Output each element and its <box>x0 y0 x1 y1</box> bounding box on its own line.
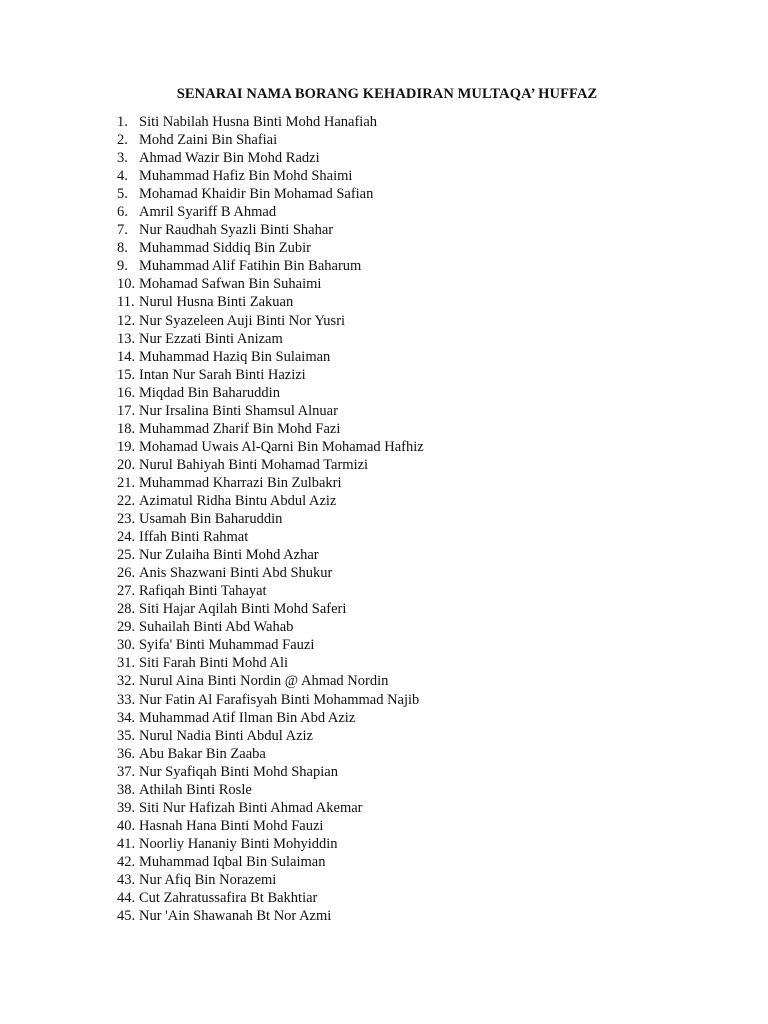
list-item-name: Muhammad Haziq Bin Sulaiman <box>139 348 331 365</box>
list-item <box>117 889 424 907</box>
list-item <box>117 546 424 564</box>
list-item <box>117 835 424 853</box>
list-item-name: Nur Fatin Al Farafisyah Binti Mohammad Najib <box>139 691 420 708</box>
list-item <box>117 691 424 709</box>
list-item-number: 4. <box>117 168 128 185</box>
list-item-number: 44. <box>117 890 136 907</box>
list-item <box>117 781 424 799</box>
list-item-name: Ahmad Wazir Bin Mohd Radzi <box>139 150 320 167</box>
list-item <box>117 618 424 636</box>
list-item <box>117 239 424 257</box>
list-item <box>117 907 424 925</box>
list-item-number: 15. <box>117 366 136 383</box>
list-item-name: Mohamad Safwan Bin Suhaimi <box>139 276 322 293</box>
list-item-number: 45. <box>117 908 136 925</box>
list-item-number: 41. <box>117 835 136 852</box>
list-item-number: 1. <box>117 114 128 130</box>
list-item-number: 17. <box>117 402 136 419</box>
list-item-name: Anis Shazwani Binti Abd Shukur <box>139 565 333 582</box>
list-item <box>117 275 424 293</box>
list-item-name: Syifa' Binti Muhammad Fauzi <box>139 637 315 654</box>
list-item-name: Cut Zahratussafira Bt Bakhtiar <box>139 890 318 907</box>
list-item <box>117 402 424 420</box>
list-item <box>117 221 424 239</box>
list-item-name: Mohamad Khaidir Bin Mohamad Safian <box>139 186 374 203</box>
list-item <box>117 817 424 835</box>
list-item-number: 34. <box>117 709 136 726</box>
list-item <box>117 600 424 618</box>
list-item-name: Usamah Bin Baharuddin <box>139 511 283 528</box>
list-item-number: 43. <box>117 871 136 888</box>
list-item-number: 12. <box>117 312 136 329</box>
list-item-number: 29. <box>117 619 136 636</box>
list-item <box>117 438 424 456</box>
list-item-number: 32. <box>117 673 136 690</box>
list-item-number: 10. <box>117 276 136 293</box>
list-item-number: 11. <box>117 294 135 311</box>
list-item-name: Mohamad Uwais Al-Qarni Bin Mohamad Hafhiz <box>139 438 424 455</box>
list-item <box>117 420 424 438</box>
list-item-name: Muhammad Atif Ilman Bin Abd Aziz <box>139 709 356 726</box>
list-item <box>117 203 424 221</box>
list-item <box>117 636 424 654</box>
list-item-name: Muhammad Kharrazi Bin Zulbakri <box>139 474 342 491</box>
list-item-name: Athilah Binti Rosle <box>139 781 252 798</box>
list-item-number: 33. <box>117 691 136 708</box>
list-item-name: Muhammad Siddiq Bin Zubir <box>139 240 311 257</box>
list-item <box>117 510 424 528</box>
list-item-number: 38. <box>117 781 136 798</box>
list-item-name: Nur 'Ain Shawanah Bt Nor Azmi <box>139 908 332 925</box>
attendee-list <box>117 113 424 925</box>
list-item <box>117 474 424 492</box>
list-item-number: 39. <box>117 799 136 816</box>
list-item-number: 5. <box>117 186 128 203</box>
list-item-number: 3. <box>117 150 128 167</box>
list-item-number: 7. <box>117 222 128 239</box>
list-item-number: 8. <box>117 240 128 257</box>
list-item-name: Iffah Binti Rahmat <box>139 529 249 546</box>
list-item-name: Nurul Aina Binti Nordin @ Ahmad Nordin <box>139 673 389 690</box>
list-item <box>117 709 424 727</box>
list-item-name: Siti Hajar Aqilah Binti Mohd Saferi <box>139 601 347 618</box>
list-item-name: Nur Zulaiha Binti Mohd Azhar <box>139 547 319 564</box>
list-item-name: Nurul Husna Binti Zakuan <box>139 294 294 311</box>
list-item <box>117 582 424 600</box>
list-item <box>117 293 424 311</box>
list-item <box>117 727 424 745</box>
list-item-name: Hasnah Hana Binti Mohd Fauzi <box>139 817 324 834</box>
list-item-number: 14. <box>117 348 136 365</box>
list-item <box>117 745 424 763</box>
list-item <box>117 654 424 672</box>
list-item-number: 28. <box>117 601 136 618</box>
list-item-number: 23. <box>117 511 136 528</box>
list-item-name: Azimatul Ridha Bintu Abdul Aziz <box>139 492 337 509</box>
list-item-name: Noorliy Hananiy Binti Mohyiddin <box>139 835 338 852</box>
list-item <box>117 528 424 546</box>
list-item <box>117 384 424 402</box>
list-item <box>117 366 424 384</box>
list-item-number: 18. <box>117 420 136 437</box>
list-item <box>117 799 424 817</box>
list-item-number: 2. <box>117 132 128 149</box>
list-item-name: Intan Nur Sarah Binti Hazizi <box>139 366 306 383</box>
list-item-number: 37. <box>117 763 136 780</box>
list-item-number: 21. <box>117 474 136 491</box>
list-item <box>117 167 424 185</box>
list-item-number: 16. <box>117 384 136 401</box>
list-item-name: Nurul Bahiyah Binti Mohamad Tarmizi <box>139 456 369 473</box>
list-item <box>117 131 424 149</box>
list-item-number: 42. <box>117 853 136 870</box>
list-item-number: 24. <box>117 529 136 546</box>
list-item-name: Mohd Zaini Bin Shafiai <box>139 132 278 149</box>
list-item-name: Muhammad Iqbal Bin Sulaiman <box>139 853 326 870</box>
list-item-number: 36. <box>117 745 136 762</box>
list-item-number: 25. <box>117 547 136 564</box>
list-item-number: 6. <box>117 204 128 221</box>
list-item-name: Muhammad Hafiz Bin Mohd Shaimi <box>139 168 353 185</box>
list-item-number: 19. <box>117 438 136 455</box>
list-item <box>117 149 424 167</box>
list-item-name: Amril Syariff B Ahmad <box>139 204 277 221</box>
list-item <box>117 257 424 275</box>
list-item-number: 31. <box>117 655 136 672</box>
document-title: SENARAI NAMA BORANG KEHADIRAN MULTAQA’ HUFFAZ <box>176 86 598 102</box>
list-item <box>117 330 424 348</box>
list-item <box>117 492 424 510</box>
list-item <box>117 672 424 690</box>
list-item-name: Nur Syafiqah Binti Mohd Shapian <box>139 763 338 780</box>
list-item <box>117 348 424 366</box>
list-item-name: Muhammad Alif Fatihin Bin Baharum <box>139 258 362 275</box>
list-item-number: 9. <box>117 258 128 275</box>
list-item-number: 40. <box>117 817 136 834</box>
list-item-name: Nur Afiq Bin Norazemi <box>139 871 277 888</box>
list-item <box>117 456 424 474</box>
list-item-name: Muhammad Zharif Bin Mohd Fazi <box>139 420 341 437</box>
list-item-number: 20. <box>117 456 136 473</box>
list-item-name: Siti Farah Binti Mohd Ali <box>139 655 289 672</box>
list-item-number: 30. <box>117 637 136 654</box>
list-item-name: Nur Syazeleen Auji Binti Nor Yusri <box>139 312 346 329</box>
list-item-number: 22. <box>117 492 136 509</box>
list-item <box>117 564 424 582</box>
list-item-name: Miqdad Bin Baharuddin <box>139 384 280 401</box>
list-item <box>117 312 424 330</box>
list-item-name: Rafiqah Binti Tahayat <box>139 583 267 600</box>
list-item-number: 13. <box>117 330 136 347</box>
list-item-name: Nurul Nadia Binti Abdul Aziz <box>139 727 313 744</box>
list-item-name: Nur Raudhah Syazli Binti Shahar <box>139 222 334 239</box>
list-item-number: 27. <box>117 583 136 600</box>
list-item-name: Siti Nur Hafizah Binti Ahmad Akemar <box>139 799 363 816</box>
list-item <box>117 113 424 131</box>
list-item <box>117 871 424 889</box>
list-item-name: Suhailah Binti Abd Wahab <box>139 619 294 636</box>
list-item <box>117 185 424 203</box>
list-item <box>117 853 424 871</box>
list-item-number: 35. <box>117 727 136 744</box>
list-item-name: Nur Ezzati Binti Anizam <box>139 330 283 347</box>
list-item-name: Abu Bakar Bin Zaaba <box>139 745 266 762</box>
list-item-number: 26. <box>117 565 136 582</box>
list-item-name: Siti Nabilah Husna Binti Mohd Hanafiah <box>139 114 378 130</box>
list-item <box>117 763 424 781</box>
list-item-name: Nur Irsalina Binti Shamsul Alnuar <box>139 402 338 419</box>
